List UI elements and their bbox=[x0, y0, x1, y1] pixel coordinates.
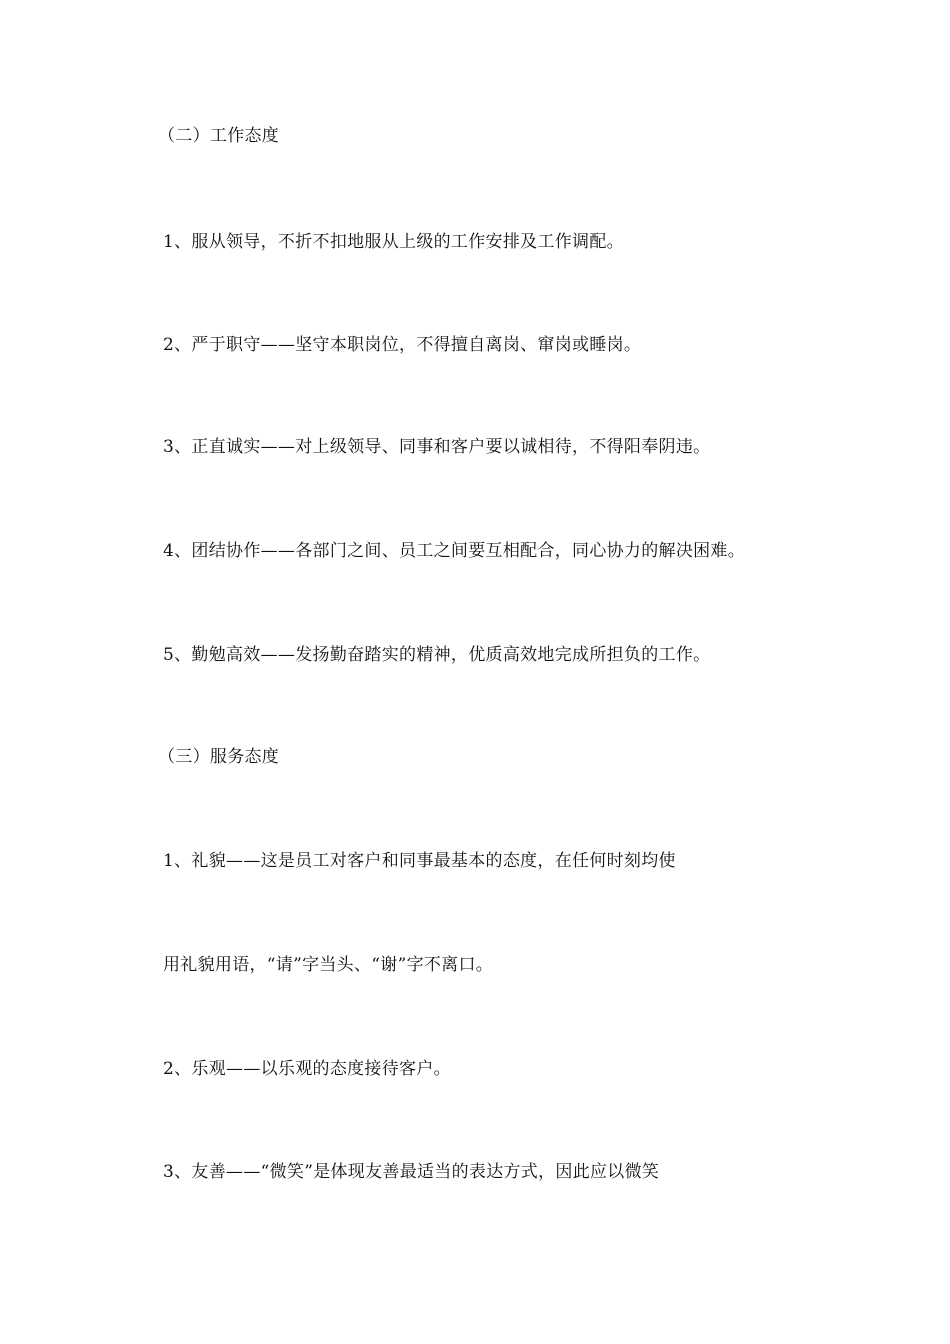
paragraph-diligence: 5、勤勉高效——发扬勤奋踏实的精神，优质高效地完成所担负的工作。 bbox=[163, 645, 711, 665]
paragraph-strict-duty: 2、严于职守——坚守本职岗位，不得擅自离岗、窜岗或睡岗。 bbox=[163, 335, 642, 355]
section-heading-work-attitude: （二）工作态度 bbox=[158, 126, 280, 146]
paragraph-courtesy-line2: 用礼貌用语，“请”字当头、“谢”字不离口。 bbox=[163, 955, 494, 975]
section-heading-service-attitude: （三）服务态度 bbox=[158, 747, 280, 767]
paragraph-optimism: 2、乐观——以乐观的态度接待客户。 bbox=[163, 1059, 451, 1079]
paragraph-integrity: 3、正直诚实——对上级领导、同事和客户要以诚相待，不得阳奉阴违。 bbox=[163, 437, 711, 457]
paragraph-obey-leadership: 1、服从领导，不折不扣地服从上级的工作安排及工作调配。 bbox=[163, 232, 624, 252]
paragraph-friendliness: 3、友善——“微笑”是体现友善最适当的表达方式，因此应以微笑 bbox=[163, 1162, 660, 1182]
paragraph-courtesy-line1: 1、礼貌——这是员工对客户和同事最基本的态度，在任何时刻均使 bbox=[163, 851, 676, 871]
paragraph-teamwork: 4、团结协作——各部门之间、员工之间要互相配合，同心协力的解决困难。 bbox=[163, 541, 746, 561]
